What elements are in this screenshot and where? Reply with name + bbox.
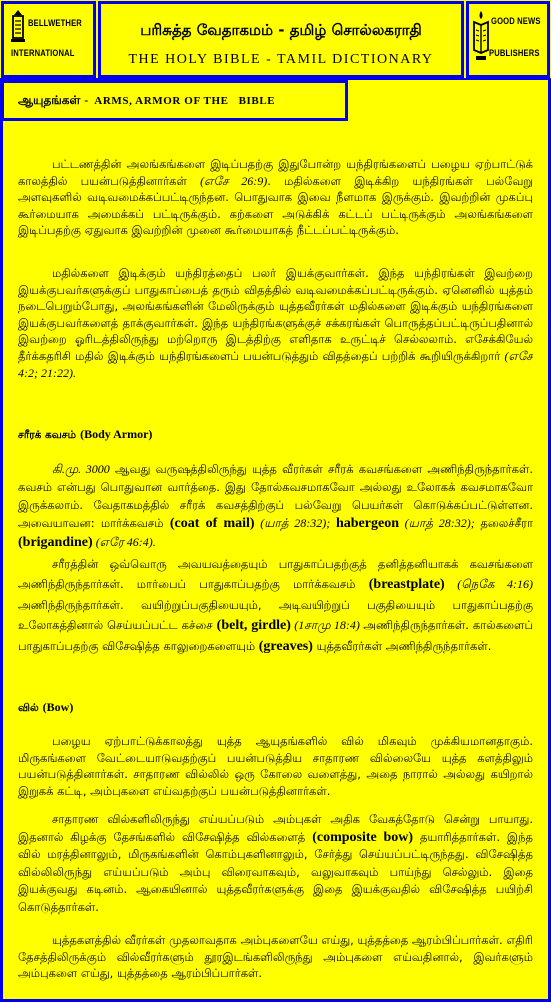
paragraph xyxy=(18,733,533,803)
bellwether-logo-box xyxy=(1,1,96,78)
paragraph-text: சாதாரண வில்களிலிருந்து எய்யப்படும் அம்புகள் அதிக வேகத்தோடு சென்று பாயாது. இதனால் கிழக்கு தேசங்களில் விசேஷித்த வில்களைத் xyxy=(18,812,533,844)
paragraph-text: தயாரித்தார்கள். இந்த வில் மரத்தினாலும், மிருகங்களின் கொம்புகளினாலும், சேர்த்து செய்யப்பட்டிருந்தது. விசேஷித்த வில்லிலிருந்து எய்யப்படும் அம்பு விரைவாகவும், வலுவாகவும் பாய்ந்து செல்லும். இதை இயக்குவது கடினம். ஆகையினால் யுத்தவீரர்களுக்கு இதை இயக்குவதில் விசேஷித்த பயிற்சி கொடுத்தார்கள். xyxy=(18,829,533,914)
english-term: (greaves) xyxy=(258,639,313,654)
bellwether-logo-icon xyxy=(11,9,25,47)
paragraph-text: பட்டணத்தின் அலங்கங்களை இடிப்பதற்கு இதுபோன்ற யந்திரங்களைப் பழைய ஏற்பாட்டுக் காலத்தில் பயன்படுத்தினார்கள் xyxy=(18,157,533,188)
good-news-logo-line1: GOOD NEWS xyxy=(491,16,541,27)
dictionary-title-english: THE HOLY BIBLE - TAMIL DICTIONARY xyxy=(128,52,434,67)
scripture-reference: (எசே 4:2; 21:22). xyxy=(18,348,533,380)
scripture-reference: (யாத் 28:32); xyxy=(254,516,336,530)
paragraph xyxy=(18,554,533,676)
good-news-logo-box xyxy=(466,1,550,78)
paragraph-text: பழைய ஏற்பாட்டுக்காலத்து யுத்த ஆயுதங்களில் வில் மிகவும் முக்கியமானதாகும். மிருகங்களை வேட்டையாடுவதற்குப் பயன்படுத்திய சாதாரண வில்லையே யுத்த களத்திலும் பயன்படுத்தினார்கள். சாதாரண வில்லில் ஒரு கோலை வளைத்து, அதை நாரால் அல்லது கயிறால் இறுகக் கட்டி, அம்புகளை எய்வதற்குப் பயன்படுத்தினார்கள். xyxy=(18,734,533,798)
paragraph-text: யுத்தகளத்தில் வீரர்கள் முதலாவதாக அம்புகளையே எய்து, யுத்தத்தை ஆரம்பிப்பார்கள். எதிரி தேசத்திலிருக்கும் வில்வீரர்களும் தூரஇடங்களிலிருந்து அம்புகளை எய்வதினால், இவர்களும் அம்புகளை எய்து, யுத்தத்தை ஆரம்பிப்பார்கள். xyxy=(18,933,533,981)
entry-title xyxy=(18,88,341,110)
english-term: (belt, girdle) xyxy=(216,618,291,633)
scripture-reference: (எசே 26:9) xyxy=(200,173,268,188)
scripture-reference: கி.மு. 3000 xyxy=(52,462,110,476)
scripture-reference: (1சாமு 18:4) xyxy=(290,618,364,632)
section-heading-bow xyxy=(18,697,533,715)
paragraph-text: . மதில்களை இடிக்கிற யந்திரங்கள் பல்வேறு அளவுகளில் வடிவமைக்கப்பட்டிருந்தன. பொதுவாக இவை நீளமாக இருக்கும். இவற்றின் முகப்பு கூர்மையாக அமைக்கப் பட்டிருக்கும். கற்களை அடுக்கிக் கட்டப் பட்டிருக்கும் அலங்கங்களை இடிப்பதற்கு ஏதுவாக இவற்றின் முனை கூர்மையாகத் நீட்டப்பட்டிருக்கும். xyxy=(18,173,533,238)
bellwether-logo-line1: BELLWETHER xyxy=(28,18,82,29)
paragraph-text: சரீரத்தின் ஒவ்வொரு அவயவத்தையும் பாதுகாப்பதற்குத் தனித்தனியாகக் கவசங்களை அணிந்திருந்தார்கள். மார்பைப் பாதுகாப்பதற்கு மார்க்கவசம் xyxy=(18,557,533,591)
paragraph-text: அணிந்திருந்தார்கள். கால்களைப் பாதுகாப்பதற்கு விசேஷித்த காலுறைகளையும் xyxy=(18,618,533,653)
dictionary-title-tamil: பரிசுத்த வேதாகமம் - தமிழ் சொல்லகராதி xyxy=(140,21,422,39)
paragraph-text: அணிந்திருந்தார்கள். வயிற்றுப்பகுதியையும், அடிவயிற்றுப் பகுதியையும் பாதுகாப்பதற்கு உலோகத்தினால் செய்யப்பட்ட கச்சை xyxy=(18,598,533,632)
english-term: habergeon xyxy=(335,516,399,531)
section-heading-english: (Bow) xyxy=(42,700,74,714)
english-term: (coat of mail) xyxy=(169,516,255,531)
scripture-reference: (யாத் 28:32); xyxy=(398,516,481,530)
paragraph xyxy=(18,156,533,258)
entry-title-tamil: ஆயுதங்கள் xyxy=(18,93,81,107)
paragraph-text: மதில்களை இடிக்கும் யந்திரத்தைப் பலர் இயக்குவார்கள். இந்த யந்திரங்கள் இவற்றை இயக்குபவர்களுக்குப் பாதுகாப்பைத் தரும் விதத்தில் வடிவமைக்கப்பட்டிருக்கும். ஏனெனில் யுத்தம் நடைபெறும்போது, அலங்கங்களின் மேலிருக்கும் யுத்தவீரர்கள் மதில்களை இடிக்கும் யந்திரங்களை இயக்குபவர்களைத் தாக்குவார்கள். இந்த யந்திரங்களுக்குச் சக்கரங்கள் பொருத்தப்பட்டிருப்பதினால் இவற்றை ஓரிடத்திலிருந்து மற்றொரு இடத்திற்கு எளிதாக உருட்டிச் செல்லலாம். எசேக்கியேல் தீர்க்கதரிசி மதில் இடிக்கும் யந்திரங்களைப் பயன்படுத்தும் விதத்தைப் பற்றிக் கூறியிருக்கிறார் xyxy=(18,266,533,363)
english-term: (brigandine) xyxy=(18,535,93,550)
section-heading-body-armor xyxy=(18,424,533,442)
entry-title-english: ARMS, ARMOR OF THE BIBLE xyxy=(94,95,276,107)
paragraph-text: தலைச்சீரா xyxy=(480,516,533,530)
paragraph xyxy=(18,265,533,401)
bellwether-logo-line2: INTERNATIONAL xyxy=(11,48,75,59)
dictionary-title-box xyxy=(98,1,464,78)
paragraph xyxy=(18,932,533,986)
entry-title-box xyxy=(1,80,348,121)
scripture-reference: (நெகே 4:16) xyxy=(444,577,533,591)
scripture-reference: (எரே 46:4). xyxy=(92,535,156,549)
good-news-logo-icon xyxy=(473,10,489,66)
paragraph xyxy=(18,811,533,919)
paragraph-text: யுத்தவீரர்கள் அணிந்திருந்தார்கள். xyxy=(312,639,492,653)
entry-title-separator: - xyxy=(84,93,89,107)
paragraph-text: ஆவது வருஷத்திலிருந்து யுத்த வீரர்கள் சரீரக் கவசங்களை அணிந்திருந்தார்கள். கவசம் என்பது பொதுவான வார்த்தை. இது தோல்கவசமாகவோ அல்லது உலோகக் கவசமாகவோ இருக்கலாம். வேதாகமத்தில் சரீரக் கவசத்திற்குப் பல்வேறு பெயர்கள் கொடுக்கப்பட்டுள்ளன. அவையாவன: மார்க்கவசம் xyxy=(18,462,533,530)
section-heading-tamil: வில் xyxy=(18,702,39,714)
english-term: (breastplate) xyxy=(368,577,445,592)
section-heading-tamil: சரீரக் கவசம் xyxy=(18,429,77,441)
paragraph xyxy=(18,460,533,552)
english-term: (composite bow) xyxy=(312,829,414,845)
section-heading-english: (Body Armor) xyxy=(80,427,153,441)
good-news-logo-line2: PUBLISHERS xyxy=(489,48,540,59)
